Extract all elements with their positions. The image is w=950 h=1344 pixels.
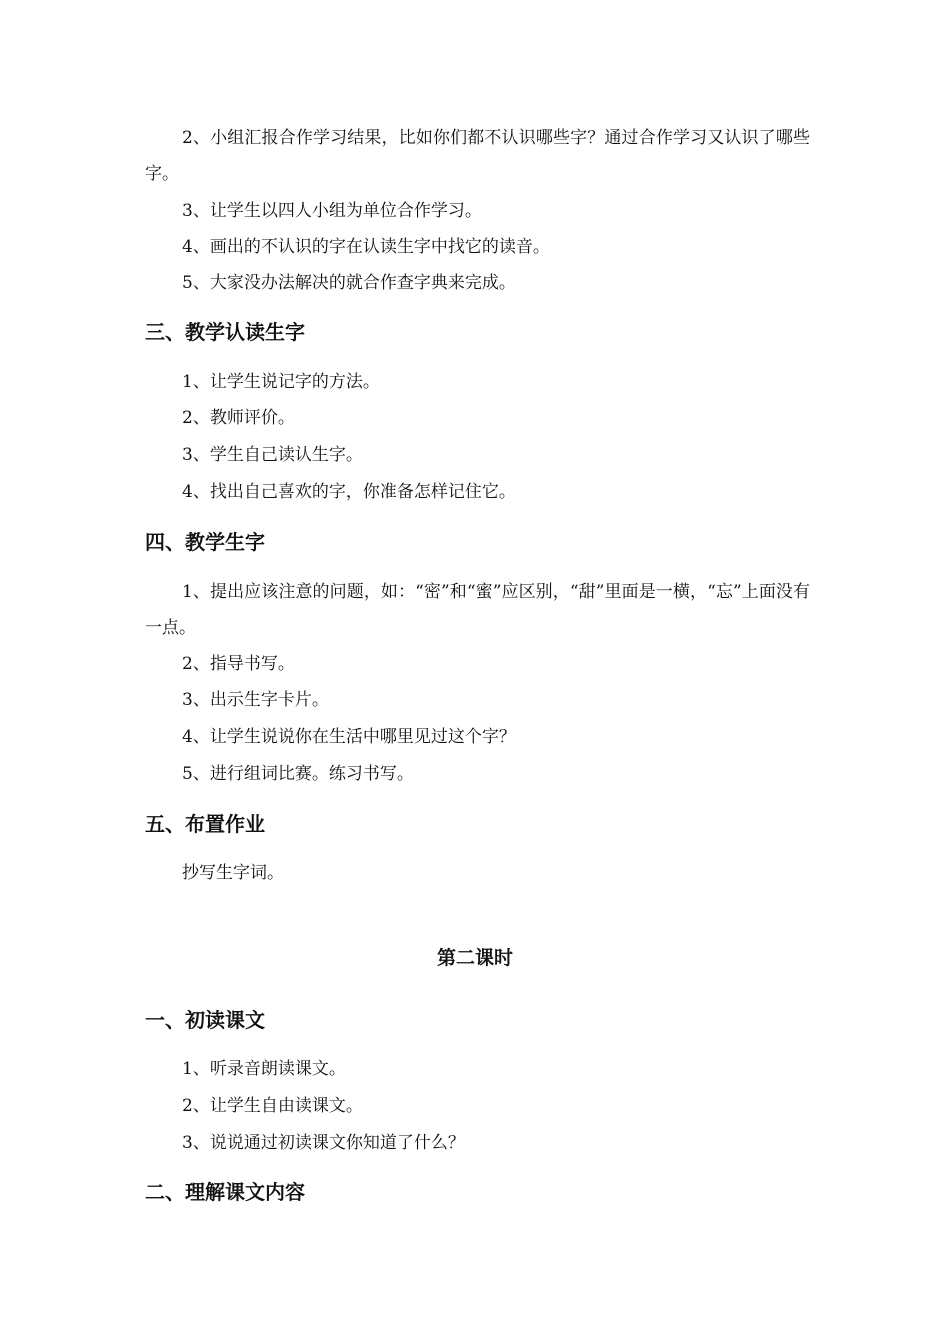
section-heading: 五、布置作业 [145,812,265,836]
lesson-title: 第二课时 [436,947,513,969]
paragraph-item: 2、小组汇报合作学习结果，比如你们都不认识哪些字？通过合作学习又认识了哪些字。 [145,128,810,184]
section-heading: 三、教学认读生字 [145,320,305,344]
paragraph-item: 4、让学生说说你在生活中哪里见过这个字？ [182,727,516,747]
paragraph-item: 2、教师评价。 [182,408,295,428]
section-heading: 一、初读课文 [145,1008,265,1032]
paragraph-item: 2、指导书写。 [182,654,295,674]
paragraph-item: 3、出示生字卡片。 [182,690,329,710]
paragraph-item: 3、学生自己读认生字。 [182,445,363,465]
paragraph-item: 5、大家没办法解决的就合作查字典来完成。 [182,273,516,293]
paragraph-item: 1、让学生说记字的方法。 [182,372,380,392]
paragraph-item: 2、让学生自由读课文。 [182,1096,363,1116]
paragraph-item: 1、听录音朗读课文。 [182,1059,346,1079]
paragraph-item: 抄写生字词。 [182,863,284,883]
paragraph-item: 3、让学生以四人小组为单位合作学习。 [182,201,482,221]
paragraph-item: 4、找出自己喜欢的字，你准备怎样记住它。 [182,482,516,502]
section-heading: 四、教学生字 [145,530,265,554]
section-heading: 二、理解课文内容 [145,1180,305,1204]
paragraph-item: 1、提出应该注意的问题，如：“密”和“蜜”应区别，“甜”里面是一横，“忘”上面没有一点。 [145,582,810,638]
paragraph-item: 5、进行组词比赛。练习书写。 [182,764,414,784]
paragraph-item: 3、说说通过初读课文你知道了什么？ [182,1133,465,1153]
paragraph-item: 4、画出的不认识的字在认读生字中找它的读音。 [182,237,550,257]
